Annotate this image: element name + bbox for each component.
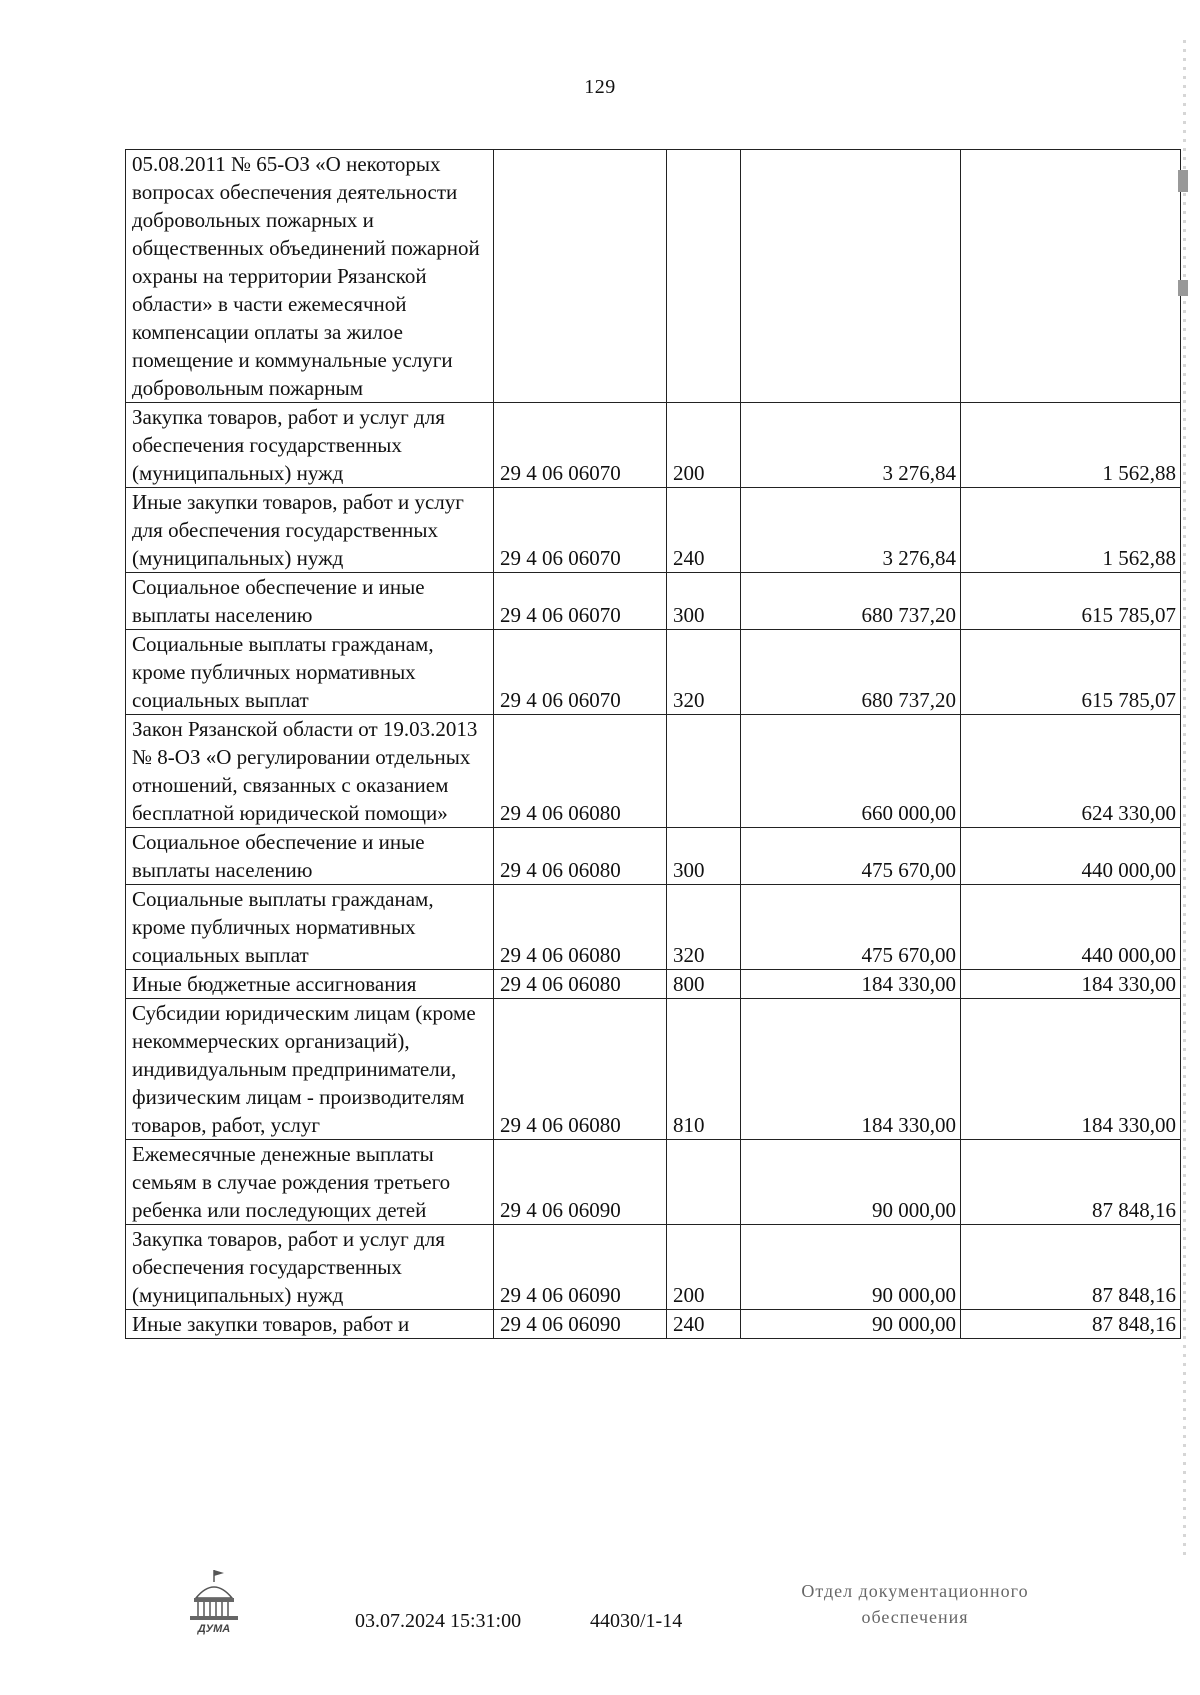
cell-plan: 680 737,20 (741, 573, 961, 630)
budget-table (125, 149, 1181, 1339)
table-row (126, 1225, 1181, 1310)
table-row (126, 715, 1181, 828)
cell-plan: 90 000,00 (741, 1225, 961, 1310)
cell-type: 200 (667, 1225, 741, 1310)
cell-plan: 680 737,20 (741, 630, 961, 715)
cell-code: 29 4 06 06070 (494, 403, 667, 488)
cell-type: 320 (667, 885, 741, 970)
cell-type: 810 (667, 999, 741, 1140)
page-number: 129 (584, 76, 616, 98)
cell-fact: 440 000,00 (961, 885, 1181, 970)
table-row (126, 1310, 1181, 1339)
table-row (126, 630, 1181, 715)
cell-fact (961, 150, 1181, 403)
cell-name: Социальное обеспечение и иные выплаты населению (126, 573, 494, 630)
cell-plan: 184 330,00 (741, 970, 961, 999)
cell-type: 300 (667, 828, 741, 885)
cell-name: Иные бюджетные ассигнования (126, 970, 494, 999)
cell-fact: 87 848,16 (961, 1140, 1181, 1225)
cell-fact: 184 330,00 (961, 970, 1181, 999)
cell-type: 240 (667, 488, 741, 573)
cell-code: 29 4 06 06080 (494, 970, 667, 999)
cell-plan: 475 670,00 (741, 828, 961, 885)
cell-plan: 90 000,00 (741, 1310, 961, 1339)
cell-type (667, 150, 741, 403)
cell-plan: 475 670,00 (741, 885, 961, 970)
cell-fact: 1 562,88 (961, 403, 1181, 488)
table-row (126, 150, 1181, 403)
cell-code: 29 4 06 06070 (494, 488, 667, 573)
cell-code: 29 4 06 06070 (494, 573, 667, 630)
cell-name: Закупка товаров, работ и услуг для обеспечения государственных (муниципальных) нужд (126, 403, 494, 488)
cell-plan: 3 276,84 (741, 403, 961, 488)
scan-edge-artifact (1183, 40, 1186, 1560)
cell-fact: 615 785,07 (961, 573, 1181, 630)
cell-name: Субсидии юридическим лицам (кроме некоммерческих организаций), индивидуальным предприниматели, физическим лицам - производителям товаров, работ, услуг (126, 999, 494, 1140)
table-row (126, 1140, 1181, 1225)
table-row (126, 403, 1181, 488)
cell-type: 200 (667, 403, 741, 488)
cell-fact: 87 848,16 (961, 1310, 1181, 1339)
cell-name: 05.08.2011 № 65-ОЗ «О некоторых вопросах обеспечения деятельности добровольных пожарных и общественных объединений пожарной охраны на территории Рязанской области» в части ежемесячной компенсации оплаты за жилое помещение и коммунальные услуги добровольным пожарным (126, 150, 494, 403)
duma-logo (182, 1568, 246, 1638)
logo-text: ДУМА (197, 1623, 231, 1635)
cell-code: 29 4 06 06090 (494, 1310, 667, 1339)
duma-logo-icon (182, 1568, 246, 1638)
cell-name: Закон Рязанской области от 19.03.2013 № 8-ОЗ «О регулировании отдельных отношений, связанных с оказанием бесплатной юридической помощи» (126, 715, 494, 828)
department-stamp (760, 1578, 1070, 1630)
cell-fact: 184 330,00 (961, 999, 1181, 1140)
cell-fact: 1 562,88 (961, 488, 1181, 573)
cell-type (667, 1140, 741, 1225)
table-row (126, 488, 1181, 573)
table-row (126, 970, 1181, 999)
table-row (126, 828, 1181, 885)
footer-reg-number: 44030/1-14 (590, 1610, 683, 1632)
cell-plan (741, 150, 961, 403)
footer-date: 03.07.2024 15:31:00 (355, 1610, 522, 1632)
cell-name: Социальные выплаты гражданам, кроме публичных нормативных социальных выплат (126, 885, 494, 970)
table-row (126, 573, 1181, 630)
cell-type: 300 (667, 573, 741, 630)
cell-code: 29 4 06 06090 (494, 1225, 667, 1310)
cell-type: 800 (667, 970, 741, 999)
scan-mark (1178, 170, 1188, 192)
cell-plan: 90 000,00 (741, 1140, 961, 1225)
cell-name: Ежемесячные денежные выплаты семьям в случае рождения третьего ребенка или последующих детей (126, 1140, 494, 1225)
cell-code: 29 4 06 06080 (494, 828, 667, 885)
cell-code (494, 150, 667, 403)
cell-plan: 660 000,00 (741, 715, 961, 828)
cell-name: Закупка товаров, работ и услуг для обеспечения государственных (муниципальных) нужд (126, 1225, 494, 1310)
cell-name: Иные закупки товаров, работ и услуг для обеспечения государственных (муниципальных) нужд (126, 488, 494, 573)
table-row (126, 999, 1181, 1140)
cell-code: 29 4 06 06070 (494, 630, 667, 715)
scan-mark (1178, 280, 1188, 296)
stamp-line-2: обеспечения (861, 1607, 969, 1627)
cell-code: 29 4 06 06090 (494, 1140, 667, 1225)
cell-fact: 440 000,00 (961, 828, 1181, 885)
cell-name: Социальные выплаты гражданам, кроме публичных нормативных социальных выплат (126, 630, 494, 715)
cell-name: Иные закупки товаров, работ и (126, 1310, 494, 1339)
cell-type: 240 (667, 1310, 741, 1339)
cell-code: 29 4 06 06080 (494, 999, 667, 1140)
cell-fact: 87 848,16 (961, 1225, 1181, 1310)
table-row (126, 885, 1181, 970)
cell-type: 320 (667, 630, 741, 715)
cell-plan: 3 276,84 (741, 488, 961, 573)
cell-fact: 615 785,07 (961, 630, 1181, 715)
cell-fact: 624 330,00 (961, 715, 1181, 828)
stamp-line-1: Отдел документационного (801, 1581, 1029, 1601)
cell-plan: 184 330,00 (741, 999, 961, 1140)
cell-code: 29 4 06 06080 (494, 715, 667, 828)
cell-type (667, 715, 741, 828)
cell-name: Социальное обеспечение и иные выплаты населению (126, 828, 494, 885)
cell-code: 29 4 06 06080 (494, 885, 667, 970)
